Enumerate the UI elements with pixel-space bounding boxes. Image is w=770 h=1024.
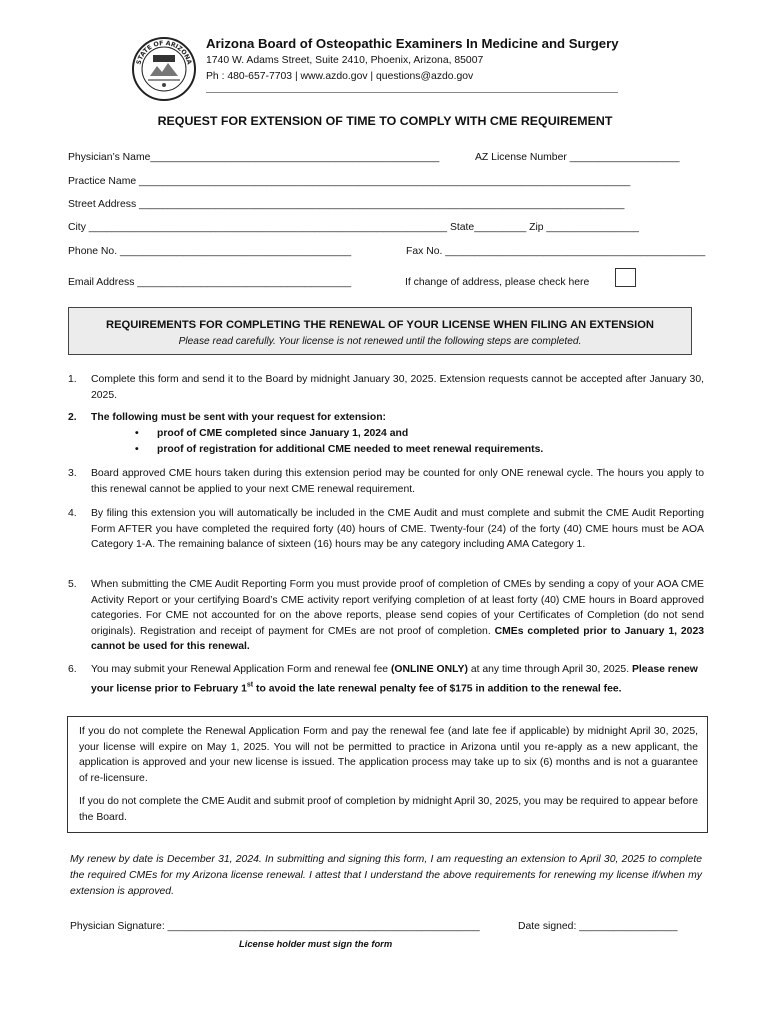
attestation-text: My renew by date is December 31, 2024. In submitting and signing this form, I am requesting an extension to April 30, 2025 to complete the required CMEs for my Arizona license renewal. I attest that I understand the above requirements for renewing my license if/when my extension is approved. bbox=[70, 854, 702, 897]
item-bold-tail: CMEs completed prior to January 1, 2023 cannot be used for this renewal. bbox=[91, 625, 705, 653]
physician-name-field[interactable]: Physician’s Name__________________________________________________ bbox=[68, 152, 440, 163]
fax-field[interactable]: Fax No. _____________________________________________ bbox=[406, 246, 706, 257]
email-field[interactable]: Email Address _____________________________________ bbox=[68, 277, 352, 288]
item-number: 1. bbox=[68, 374, 77, 385]
item-text bbox=[91, 662, 704, 697]
item-text: The following must be sent with your request for extension: bbox=[91, 412, 387, 423]
practice-name-field[interactable]: Practice Name _____________________________________________________________________________________ bbox=[68, 176, 631, 187]
item-number: 2. bbox=[68, 412, 77, 423]
item-text-a: You may submit your Renewal Application Form and renewal fee bbox=[91, 664, 391, 675]
ordinal-suffix: st bbox=[246, 681, 254, 689]
notice-paragraph-audit: If you do not complete the CME Audit and submit proof of completion by midnight April 30, 2025, you may be required to appear before the Board. bbox=[79, 796, 698, 823]
bullet-item: • proof of registration for additional CME needed to meet renewal requirements. bbox=[135, 442, 543, 458]
board-name: Arizona Board of Osteopathic Examiners In Medicine and Surgery bbox=[206, 36, 619, 51]
item-text bbox=[91, 577, 704, 655]
online-only-emphasis: (ONLINE ONLY) bbox=[390, 664, 468, 675]
address-change-checkbox[interactable] bbox=[615, 268, 636, 287]
physician-signature-field[interactable]: Physician Signature: ______________________________________________________ bbox=[70, 921, 480, 932]
address-change-label: If change of address, please check here bbox=[405, 277, 590, 288]
board-address: 1740 W. Adams Street, Suite 2410, Phoenix, Arizona, 85007 bbox=[206, 55, 484, 66]
city-state-zip-field[interactable]: City ______________________________________________________________ State_________ Zip ________________ bbox=[68, 222, 639, 233]
bullet-item: • proof of CME completed since January 1, 2024 and bbox=[135, 426, 543, 442]
signature-note: License holder must sign the form bbox=[239, 938, 393, 949]
requirements-title: REQUIREMENTS FOR COMPLETING THE RENEWAL OF YOUR LICENSE WHEN FILING AN EXTENSION bbox=[105, 319, 654, 331]
item-number: 4. bbox=[68, 508, 77, 519]
date-signed-field[interactable]: Date signed: _________________ bbox=[518, 921, 678, 932]
item-number: 6. bbox=[68, 664, 77, 675]
board-contact: Ph : 480-657-7703 | www.azdo.gov | questions@azdo.gov bbox=[206, 71, 474, 82]
expiration-notice-box bbox=[67, 716, 708, 833]
requirements-subtitle: Please read carefully. Your license is not renewed until the following steps are completed. bbox=[178, 336, 582, 347]
item-text: Complete this form and send it to the Board by midnight January 30, 2025. Extension requests cannot be accepted after January 30, 2025. bbox=[91, 374, 704, 401]
bullet-list bbox=[135, 426, 543, 459]
item-bold-deadline: Please renew your license prior to February 1 bbox=[91, 664, 698, 695]
az-license-field[interactable]: AZ License Number ___________________ bbox=[475, 152, 680, 163]
phone-field[interactable]: Phone No. ________________________________________ bbox=[68, 246, 352, 257]
notice-paragraph-renewal: If you do not complete the Renewal Application Form and pay the renewal fee (and late fee if applicable) by midnight April 30, 2025, your license will expire on May 1, 2025. You will not be permitted to practice in Arizona until you re-apply as a new applicant, the application is approved and your new license is issued. The application process may take up to six (6) months and is not a guarantee of re-licensure. bbox=[79, 726, 698, 784]
street-address-field[interactable]: Street Address ____________________________________________________________________________________ bbox=[68, 199, 625, 210]
item-number: 5. bbox=[68, 579, 77, 590]
item-text: Board approved CME hours taken during this extension period may be counted for only ONE renewal cycle. The hours you apply to this renewal cannot be applied to your next CME renewal requirement. bbox=[91, 468, 704, 495]
requirements-box bbox=[68, 307, 692, 355]
item-bold-penalty: to avoid the late renewal penalty fee of $175 in addition to the renewal fee. bbox=[253, 683, 622, 695]
form-title: REQUEST FOR EXTENSION OF TIME TO COMPLY WITH CME REQUIREMENT bbox=[157, 114, 613, 128]
svg-text:STATE OF ARIZONA: STATE OF ARIZONA bbox=[135, 39, 193, 66]
item-text-c: at any time through April 30, 2025. bbox=[467, 664, 632, 675]
item-text: By filing this extension you will automatically be included in the CME Audit and must complete and submit the CME Audit Reporting Form AFTER you have completed the required forty (40) hours of CME. Twenty-four (24) of the forty (40) CME hours must be AOA Category 1-A. The remaining balance of sixteen (16) hours may be any category including AMA Category 1. bbox=[91, 508, 704, 551]
header-divider bbox=[206, 92, 618, 93]
item-body: When submitting the CME Audit Reporting Form you must provide proof of completion of CMEs by sending a copy of your AOA CME Activity Report or your certifying Board’s CME activity report verifying completion of at least forty (40) CME hours in Board approved categories. For CME not accounted for on the above reports, please send copies of your Certificates of Completion (do not send originals). Registration and receipt of payment for CMEs are not proof of completion. bbox=[91, 579, 704, 637]
state-seal-logo bbox=[131, 36, 197, 102]
item-number: 3. bbox=[68, 468, 77, 479]
